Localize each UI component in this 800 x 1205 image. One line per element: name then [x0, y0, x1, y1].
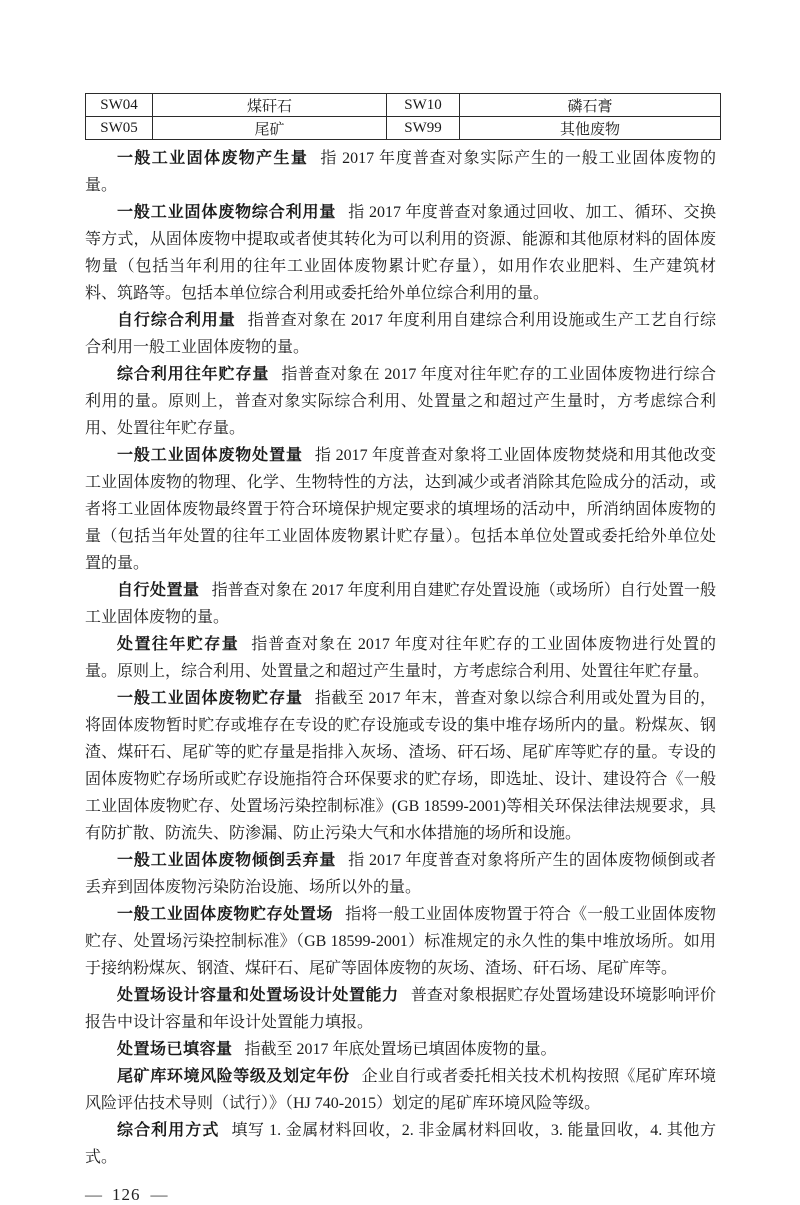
definition-paragraph — [85, 145, 716, 199]
definition-body: 普查对象根据贮存处置场建设环境影响评价报告中设计容量和年设计处置能力填报。 — [85, 987, 716, 1031]
definition-body: 指普查对象在 2017 年度对往年贮存的工业固体废物进行综合利用的量。原则上，普查对象实际综合利用、处置量之和超过产生量时，方考虑综合利用、处置往年贮存量。 — [85, 366, 716, 437]
waste-code-table — [85, 93, 721, 140]
definition-term: 综合利用方式 — [117, 1122, 220, 1139]
definition-body: 指将一般工业固体废物置于符合《一般工业固体废物贮存、处置场污染控制标准》（GB 18599-2001）标准规定的永久性的集中堆放场所。如用于接纳粉煤灰、钢渣、煤矸石、尾矿等固体废物的灰场、渣场、矸石场、尾矿库等。 — [85, 906, 716, 977]
definition-paragraph — [85, 199, 716, 307]
table-row — [86, 117, 721, 140]
definition-paragraph — [85, 1036, 716, 1063]
definition-paragraph — [85, 982, 716, 1036]
definition-paragraph — [85, 685, 716, 847]
definition-term: 一般工业固体废物贮存处置场 — [117, 906, 334, 923]
definition-paragraph — [85, 631, 716, 685]
definition-paragraph — [85, 901, 716, 982]
definition-body: 填写 1. 金属材料回收，2. 非金属材料回收，3. 能量回收，4. 其他方式。 — [85, 1122, 716, 1166]
definition-paragraph — [85, 442, 716, 577]
definition-paragraph — [85, 847, 716, 901]
definition-paragraph — [85, 1117, 716, 1171]
definition-term: 处置场设计容量和处置场设计处置能力 — [117, 987, 399, 1004]
waste-name-cell: 其他废物 — [460, 117, 721, 140]
definition-term: 一般工业固体废物综合利用量 — [117, 204, 337, 221]
definition-body: 指 2017 年度普查对象通过回收、加工、循环、交换等方式，从固体废物中提取或者使其转化为可以利用的资源、能源和其他原材料的固体废物量（包括当年利用的往年工业固体废物累计贮存量），如用作农业肥料、生产建筑材料、筑路等。包括本单位综合利用或委托给外单位综合利用的量。 — [85, 204, 716, 302]
footer-left-dash: — — [85, 1185, 102, 1204]
definition-body: 指 2017 年度普查对象将所产生的固体废物倾倒或者丢弃到固体废物污染防治设施、场所以外的量。 — [85, 852, 716, 896]
page-footer — [85, 1185, 716, 1205]
definition-body: 指截至 2017 年末，普查对象以综合利用或处置为目的，将固体废物暂时贮存或堆存在专设的贮存设施或专设的集中堆存场所内的量。粉煤灰、钢渣、煤矸石、尾矿等的贮存量是指排入灰场、渣场、矸石场、尾矿库等贮存的量。专设的固体废物贮存场所或贮存设施指符合环保要求的贮存场，即选址、设计、建设符合《一般工业固体废物贮存、处置场污染控制标准》(GB 18599-2001)等相关环保法律法规要求，具有防扩散、防流失、防渗漏、防止污染大气和水体措施的场所和设施。 — [85, 690, 716, 842]
waste-name-cell: 煤矸石 — [153, 94, 387, 117]
table-row — [86, 94, 721, 117]
definition-term: 一般工业固体废物贮存量 — [117, 690, 303, 707]
waste-code-cell: SW05 — [86, 117, 153, 140]
definition-term: 处置往年贮存量 — [117, 636, 240, 653]
waste-code-cell: SW10 — [387, 94, 460, 117]
definition-term: 综合利用往年贮存量 — [117, 366, 270, 383]
definition-body: 指截至 2017 年底处置场已填固体废物的量。 — [244, 1041, 557, 1058]
definition-term: 一般工业固体废物处置量 — [117, 447, 303, 464]
definitions-section — [85, 145, 716, 1171]
definition-term: 一般工业固体废物倾倒丢弃量 — [117, 852, 337, 869]
waste-name-cell: 尾矿 — [153, 117, 387, 140]
definition-term: 一般工业固体废物产生量 — [117, 150, 309, 167]
definition-body: 企业自行或者委托相关技术机构按照《尾矿库环境风险评估技术导则（试行）》（HJ 740-2015）划定的尾矿库环境风险等级。 — [85, 1068, 716, 1112]
waste-name-cell: 磷石膏 — [460, 94, 721, 117]
definition-body: 指普查对象在 2017 年度对往年贮存的工业固体废物进行处置的量。原则上，综合利用、处置量之和超过产生量时，方考虑综合利用、处置往年贮存量。 — [85, 636, 716, 680]
definition-term: 自行处置量 — [117, 582, 200, 599]
definition-body: 指 2017 年度普查对象将工业固体废物焚烧和用其他改变工业固体废物的物理、化学、生物特性的方法，达到减少或者消除其危险成分的活动，或者将工业固体废物最终置于符合环境保护规定要求的填埋场的活动中，所消纳固体废物的量（包括当年处置的往年工业固体废物累计贮存量）。包括本单位处置或委托给外单位处置的量。 — [85, 447, 716, 572]
page-number: 126 — [112, 1185, 141, 1204]
footer-right-dash: — — [150, 1185, 168, 1204]
definition-paragraph — [85, 577, 716, 631]
waste-code-cell: SW04 — [86, 94, 153, 117]
definition-paragraph — [85, 307, 716, 361]
waste-code-cell: SW99 — [387, 117, 460, 140]
definition-paragraph — [85, 1063, 716, 1117]
definition-body: 指普查对象在 2017 年度利用自建综合利用设施或生产工艺自行综合利用一般工业固体废物的量。 — [85, 312, 716, 356]
definition-term: 自行综合利用量 — [117, 312, 236, 329]
definition-term: 处置场已填容量 — [117, 1041, 233, 1058]
definition-body: 指普查对象在 2017 年度利用自建贮存处置设施（或场所）自行处置一般工业固体废物的量。 — [85, 582, 716, 626]
definition-body: 指 2017 年度普查对象实际产生的一般工业固体废物的量。 — [85, 150, 716, 194]
definition-paragraph — [85, 361, 716, 442]
definition-term: 尾矿库环境风险等级及划定年份 — [117, 1068, 350, 1085]
